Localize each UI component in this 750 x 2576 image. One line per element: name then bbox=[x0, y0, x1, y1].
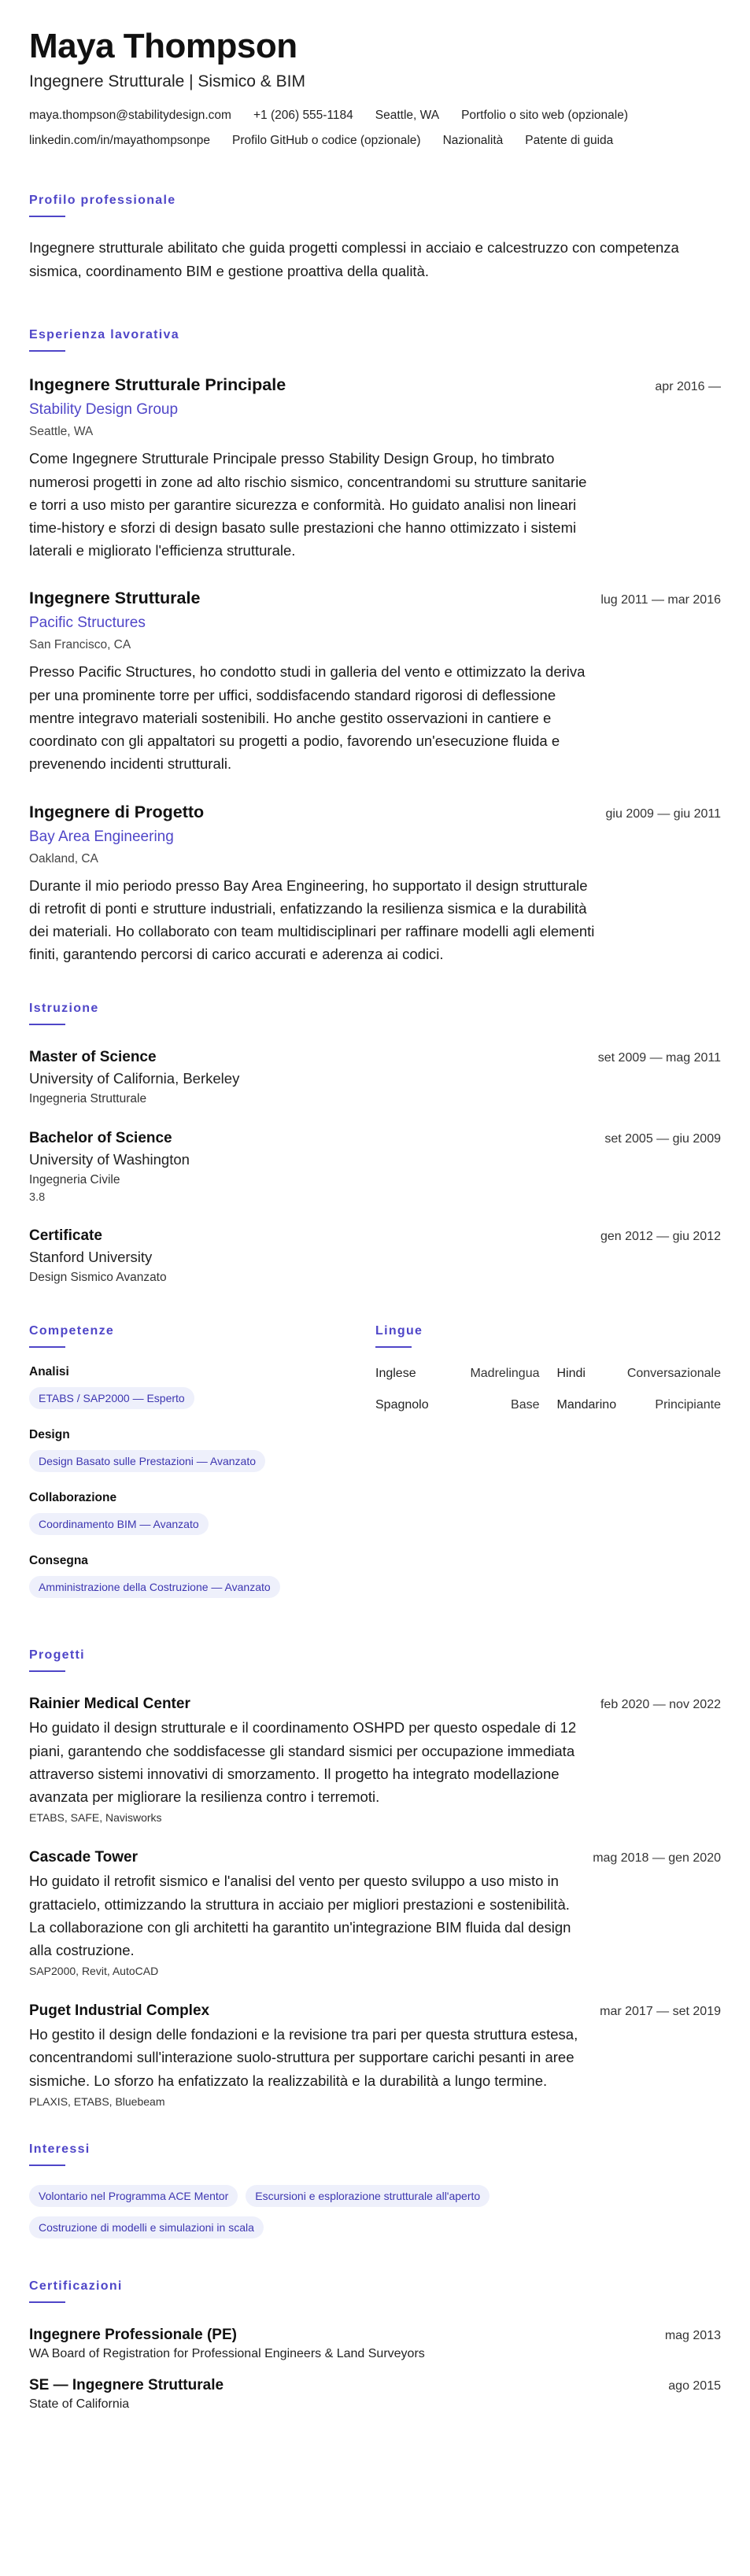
job-description: Come Ingegnere Strutturale Principale presso Stability Design Group, ho timbrato numerosi progetti in zone ad alto rischio sismico, concentrandomi su strutture sanitarie e torri a uso misto per garantire sicurezza e conformità. Ho guidato analisi non lineari time-history e sforzi di design basato sulle prestazioni che hanno ottimizzato i sistemi laterali e migliorato l'efficienza strutturale. bbox=[29, 450, 587, 559]
skill-group bbox=[29, 1491, 352, 1535]
job-description: Durante il mio periodo presso Bay Area Engineering, ho supportato il design strutturale di retrofit di ponti e strutture industriali, enfatizzando la resilienza sismica e la durabilità dei materiali. Ho collaborato con team multidisciplinari per raffinare modelli agli elementi finiti, garantendo percorsi di carico accurati e aderenza ai codici. bbox=[29, 877, 595, 963]
section-title-summary: Profilo professionale bbox=[29, 194, 176, 208]
certification-entry bbox=[29, 2377, 721, 2412]
language-level: Conversazionale bbox=[626, 1367, 721, 1381]
job-company: Stability Design Group bbox=[29, 401, 179, 419]
skill-pill: Design Basato sulle Prestazioni — Avanzato bbox=[29, 1450, 265, 1472]
section-divider bbox=[29, 2301, 65, 2303]
job-entry bbox=[29, 589, 721, 775]
education-entry bbox=[29, 1130, 721, 1204]
education-entry bbox=[29, 1049, 721, 1106]
certification-name: SE — Ingegnere Strutturale bbox=[29, 2376, 224, 2393]
section-divider bbox=[375, 1346, 412, 1348]
section-title-experience: Esperienza lavorativa bbox=[29, 328, 179, 342]
education-field: Ingegneria Strutturale bbox=[29, 1092, 147, 1106]
project-tools: PLAXIS, ETABS, Bluebeam bbox=[29, 2094, 165, 2108]
certification-date: ago 2015 bbox=[668, 2379, 721, 2393]
section-divider bbox=[29, 216, 65, 217]
contact-nationality: Nazionalità bbox=[442, 134, 504, 148]
skill-pill: ETABS / SAP2000 — Esperto bbox=[29, 1387, 194, 1409]
job-entry bbox=[29, 803, 721, 966]
job-date: giu 2009 — giu 2011 bbox=[605, 806, 721, 821]
job-date: apr 2016 — bbox=[655, 380, 721, 394]
language-name: Mandarino bbox=[556, 1398, 617, 1412]
skill-category: Design bbox=[29, 1428, 70, 1442]
language-level: Base bbox=[511, 1398, 540, 1412]
skill-group bbox=[29, 1428, 352, 1472]
interest-pill: Escursioni e esplorazione strutturale all'aperto bbox=[246, 2185, 490, 2207]
interest-list bbox=[29, 2185, 580, 2238]
language-item bbox=[557, 1398, 722, 1412]
skill-category: Analisi bbox=[29, 1365, 69, 1379]
job-location: Seattle, WA bbox=[29, 425, 94, 439]
section-title-education: Istruzione bbox=[29, 1002, 99, 1016]
language-level: Principiante bbox=[655, 1398, 721, 1412]
job-title: Ingegnere di Progetto bbox=[29, 802, 205, 821]
contact-list bbox=[29, 109, 721, 148]
skill-group bbox=[29, 1554, 352, 1598]
skill-pill: Coordinamento BIM — Avanzato bbox=[29, 1513, 209, 1535]
project-date: feb 2020 — nov 2022 bbox=[600, 1698, 721, 1712]
job-company: Pacific Structures bbox=[29, 614, 146, 632]
project-name: Rainier Medical Center bbox=[29, 1696, 190, 1713]
project-entry bbox=[29, 1696, 721, 1824]
language-name: Inglese bbox=[375, 1367, 416, 1381]
language-item bbox=[375, 1367, 540, 1381]
skill-category: Collaborazione bbox=[29, 1491, 117, 1505]
certifications-section bbox=[29, 2279, 721, 2412]
certification-date: mag 2013 bbox=[664, 2328, 721, 2342]
education-entry bbox=[29, 1227, 721, 1285]
project-name: Puget Industrial Complex bbox=[29, 2002, 210, 2020]
skill-category: Consegna bbox=[29, 1554, 88, 1568]
section-title-skills: Competenze bbox=[29, 1324, 115, 1338]
skills-section bbox=[29, 1324, 375, 1617]
project-date: mag 2018 — gen 2020 bbox=[593, 1851, 721, 1866]
contact-github[interactable]: Profilo GitHub o codice (opzionale) bbox=[232, 134, 421, 148]
contact-license: Patente di guida bbox=[525, 134, 614, 148]
education-school: Stanford University bbox=[29, 1249, 153, 1266]
contact-location: Seattle, WA bbox=[375, 109, 440, 123]
certification-issuer: State of California bbox=[29, 2397, 130, 2411]
certification-entry bbox=[29, 2327, 721, 2361]
job-company: Bay Area Engineering bbox=[29, 828, 174, 845]
skills-languages-row bbox=[29, 1324, 721, 1617]
skill-pill: Amministrazione della Costruzione — Avanzato bbox=[29, 1576, 280, 1598]
experience-section bbox=[29, 328, 721, 965]
education-field: Design Sismico Avanzato bbox=[29, 1271, 167, 1285]
projects-section bbox=[29, 1648, 721, 2107]
language-name: Hindi bbox=[556, 1367, 586, 1381]
interests-section bbox=[29, 2142, 721, 2238]
contact-portfolio[interactable]: Portfolio o sito web (opzionale) bbox=[461, 109, 629, 123]
project-tools: SAP2000, Revit, AutoCAD bbox=[29, 1965, 159, 1978]
language-row bbox=[375, 1367, 721, 1381]
education-degree: Bachelor of Science bbox=[29, 1130, 172, 1147]
section-title-languages: Lingue bbox=[375, 1324, 423, 1338]
education-degree: Certificate bbox=[29, 1227, 102, 1245]
project-date: mar 2017 — set 2019 bbox=[600, 2005, 721, 2019]
job-title: Ingegnere Strutturale bbox=[29, 589, 201, 608]
section-divider bbox=[29, 1346, 65, 1348]
summary-text: Ingegnere strutturale abilitato che guida progetti complessi in acciaio e calcestruzzo con competenza sismica, coordinamento BIM e gestione proattiva della qualità. bbox=[29, 239, 679, 279]
section-title-interests: Interessi bbox=[29, 2142, 91, 2156]
candidate-name: Maya Thompson bbox=[29, 27, 297, 65]
language-name: Spagnolo bbox=[375, 1398, 429, 1412]
education-field: Ingegneria Civile bbox=[29, 1173, 120, 1187]
section-divider bbox=[29, 1024, 65, 1025]
section-divider bbox=[29, 350, 65, 352]
project-entry bbox=[29, 2002, 721, 2108]
education-school: University of Washington bbox=[29, 1151, 190, 1168]
contact-email[interactable]: maya.thompson@stabilitydesign.com bbox=[29, 109, 231, 123]
contact-linkedin[interactable]: linkedin.com/in/mayathompsonpe bbox=[29, 134, 211, 148]
project-entry bbox=[29, 1849, 721, 1977]
education-degree: Master of Science bbox=[29, 1049, 157, 1066]
project-tools: ETABS, SAFE, Navisworks bbox=[29, 1811, 162, 1825]
contact-phone[interactable]: +1 (206) 555-1184 bbox=[253, 109, 353, 123]
project-description: Ho guidato il design strutturale e il coordinamento OSHPD per questo ospedale di 12 piani, garantendo che soddisfacesse gli standard sismici per occupazione immediata attraverso sistemi innovativi di smorzamento. Il progetto ha integrato modellazione avanzata per migliorare la resilienza contro i terremoti. bbox=[29, 1719, 577, 1806]
certification-name: Ingegnere Professionale (PE) bbox=[29, 2326, 237, 2343]
project-description: Ho guidato il retrofit sismico e l'analisi del vento per questo sviluppo a uso misto in grattacielo, ottimizzando la struttura in acciaio per migliori prestazioni e sostenibilità. La collaborazione con gli architetti ha garantito un'integrazione BIM fluida dal design alla costruzione. bbox=[29, 1873, 571, 1958]
section-divider bbox=[29, 2165, 65, 2166]
section-divider bbox=[29, 1670, 65, 1672]
resume-header bbox=[29, 28, 721, 148]
language-item bbox=[375, 1398, 540, 1412]
skill-group bbox=[29, 1365, 352, 1409]
education-date: gen 2012 — giu 2012 bbox=[600, 1230, 721, 1244]
section-title-certifications: Certificazioni bbox=[29, 2279, 123, 2293]
education-gpa: 3.8 bbox=[29, 1191, 46, 1205]
education-section bbox=[29, 1002, 721, 1285]
job-description: Presso Pacific Structures, ho condotto studi in galleria del vento e ottimizzato la deriva per una prominente torre per uffici, soddisfacendo standard rigorosi di deflessione mentre integravo materiali sostenibili. Ho anche gestito osservazioni in cantiere e coordinato con gli appaltatori su progetti a podio, favorendo un'esecuzione fluida e prevenendo incidenti strutturali. bbox=[29, 663, 586, 773]
candidate-headline: Ingegnere Strutturale | Sismico & BIM bbox=[29, 72, 305, 91]
interest-pill: Costruzione di modelli e simulazioni in scala bbox=[29, 2216, 264, 2238]
interest-pill: Volontario nel Programma ACE Mentor bbox=[29, 2185, 238, 2207]
job-location: San Francisco, CA bbox=[29, 638, 131, 652]
education-date: set 2009 — mag 2011 bbox=[597, 1051, 721, 1065]
certification-issuer: WA Board of Registration for Professional Engineers & Land Surveyors bbox=[29, 2346, 425, 2360]
job-location: Oakland, CA bbox=[29, 851, 98, 865]
language-item bbox=[557, 1367, 722, 1381]
job-title: Ingegnere Strutturale Principale bbox=[29, 375, 286, 395]
education-school: University of California, Berkeley bbox=[29, 1070, 240, 1087]
project-name: Cascade Tower bbox=[29, 1849, 138, 1866]
summary-section bbox=[29, 194, 721, 282]
languages-section bbox=[375, 1324, 721, 1617]
project-description: Ho gestito il design delle fondazioni e la revisione tra pari per questa struttura estesa, concentrandomi sull'interazione suolo-struttura per supportare carichi pesanti in aree sismiche. Lo sforzo ha enfatizzato la realizzabilità e la durabilità a lungo termine. bbox=[29, 2026, 578, 2089]
job-date: lug 2011 — mar 2016 bbox=[600, 593, 721, 607]
section-title-projects: Progetti bbox=[29, 1648, 85, 1663]
language-level: Madrelingua bbox=[470, 1367, 540, 1381]
education-date: set 2005 — giu 2009 bbox=[604, 1132, 721, 1146]
language-row bbox=[375, 1398, 721, 1412]
job-entry bbox=[29, 375, 721, 562]
